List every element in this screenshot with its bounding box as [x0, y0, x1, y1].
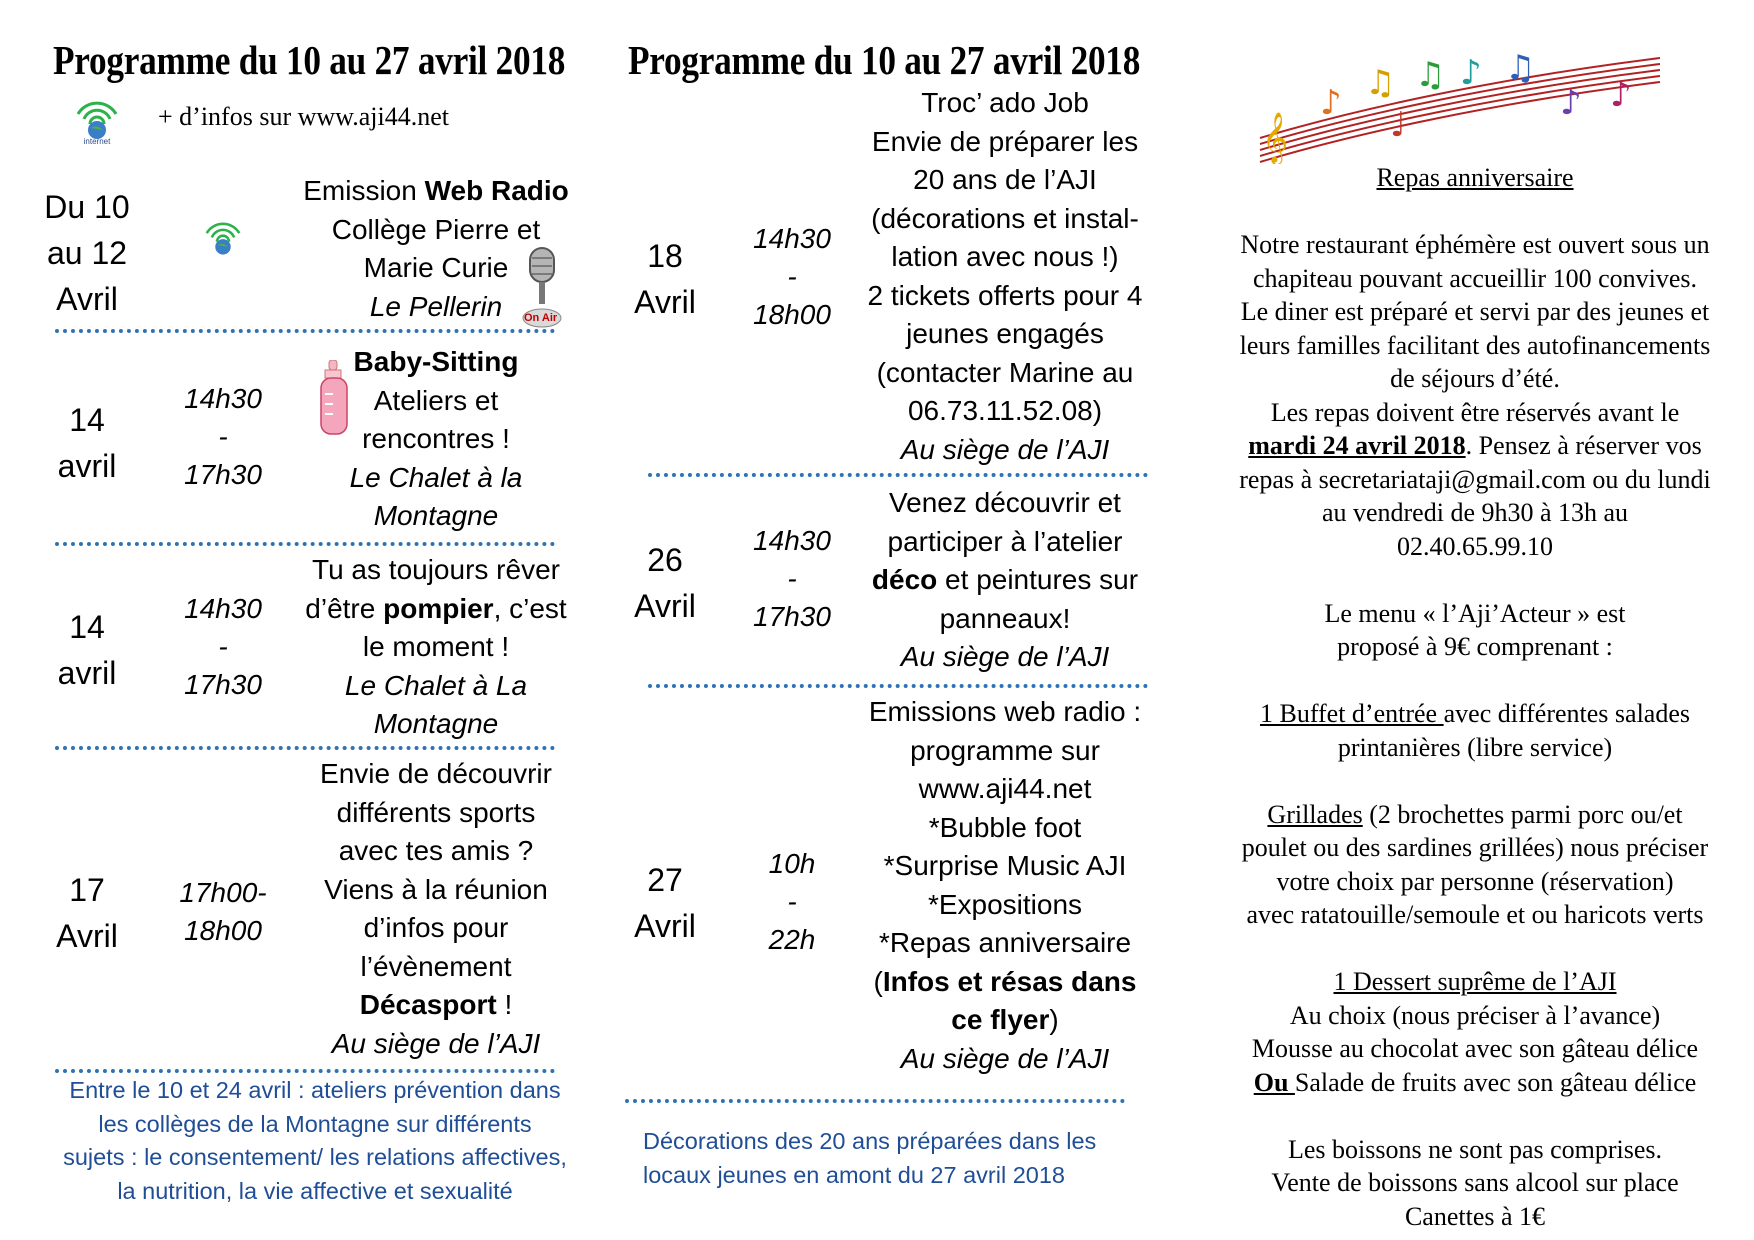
svg-text:♩: ♩ — [1390, 105, 1407, 145]
event-description: Baby-Sitting Ateliers et rencontres ! Le Chalet à la Montagne — [349, 346, 523, 531]
separator — [55, 329, 555, 333]
svg-text:♪: ♪ — [1460, 53, 1482, 93]
separator — [648, 684, 1148, 688]
event-time: 14h30 - 18h00 — [753, 223, 831, 330]
internet-icon — [193, 214, 253, 271]
event-description: Envie de découvrir différents sports avec tes amis ? Viens à la réunion d’infos pour l’évènement Décasport ! Au siège de l’AJI — [320, 758, 552, 1059]
svg-text:𝄞: 𝄞 — [1262, 112, 1289, 163]
panel1-title: Programme du 10 au 27 avril 2018 — [53, 37, 566, 83]
separator — [55, 542, 555, 546]
info-text: + d’infos sur www.aji44.net — [158, 102, 449, 131]
event-description: Emissions web radio : programme sur www.aji44.net *Bubble foot *Surprise Music AJI *Expositions *Repas anniversaire (Infos et résas dans ce flyer) Au siège de l’AJI — [868, 696, 1142, 1074]
panel2-title: Programme du 10 au 27 avril 2018 — [628, 37, 1141, 83]
event-time: 14h30 - 17h30 — [184, 593, 262, 700]
event-date: 27 Avril — [634, 862, 696, 944]
music-notes-icon — [1240, 44, 1660, 169]
event-date: Du 10 au 12 Avril — [44, 189, 130, 317]
svg-text:♫: ♫ — [1505, 48, 1536, 88]
svg-text:♪: ♪ — [1320, 83, 1342, 123]
internet-icon-label: internet — [83, 137, 111, 146]
event-date: 14 avril — [57, 402, 117, 484]
event-date: 17 Avril — [56, 872, 118, 954]
event-time: 10h - 22h — [768, 848, 816, 955]
panel2-footer: Décorations des 20 ans préparées dans les locaux jeunes en amont du 27 avril 2018 — [643, 1128, 1097, 1188]
svg-text:♪: ♪ — [1560, 83, 1582, 123]
event-description: Venez découvrir et participer à l’atelier déco et peintures sur panneaux! Au siège de l’AJI — [871, 487, 1139, 672]
event-description: Emission Web Radio Collège Pierre et Marie Curie Le Pellerin — [303, 175, 569, 322]
event-time: 14h30 - 17h30 — [753, 525, 831, 632]
internet-icon — [62, 92, 132, 157]
event-time: 14h30 - 17h30 — [184, 383, 262, 490]
event-date: 14 avril — [57, 609, 117, 691]
separator — [625, 1099, 1125, 1103]
event-description: Tu as toujours rêver d’être pompier, c’est le moment ! Le Chalet à La Montagne — [305, 554, 567, 739]
dinner-details: Notre restaurant éphémère est ouvert sous un chapiteau pouvant accueillir 100 convives. Le diner est préparé et servi par des jeunes et leurs familles facilitant des autofinancements de séjours d’été. Les repas doivent être réservés avant le mardi 24 avril 2018. Pensez à réserver vos repas à secretariataji@gmail.com ou du lundi au vendredi de 9h30 à 13h au 02.40.65.99.10 Le menu « l’Aji’Acteur » est proposé à 9€ comprenant : 1 Buffet d’entrée avec différentes salades printanières (libre service) Grillades (2 brochettes parmi porc ou/et poulet ou des sardines grillées) nous préciser votre choix par personne (réservation) avec ratatouille/semoule et ou haricots verts 1 Dessert suprême de l’AJI Au choix (nous préciser à l’avance) Mousse au chocolat avec son gâteau délice Ou Salade de fruits avec son gâteau délice Les boissons ne sont pas comprises. Vente de boissons sans alcool sur place Canettes à 1€ — [1239, 230, 1711, 1231]
deadline-date: mardi 24 avril 2018 — [1248, 431, 1466, 460]
svg-text:♪: ♪ — [1610, 75, 1632, 115]
separator — [648, 473, 1148, 477]
svg-text:♫: ♫ — [1415, 55, 1446, 95]
separator — [55, 1069, 555, 1073]
dinner-heading: Repas anniversaire — [1376, 163, 1574, 192]
event-description: Troc’ ado Job Envie de préparer les 20 ans de l’AJI (décorations et instal- lation avec nous !) 2 tickets offerts pour 4 jeunes engagés (contacter Marine au 06.73.11.52.08) Au siège de l’AJI — [867, 87, 1143, 465]
on-air-badge: On Air — [524, 312, 558, 324]
panel1-footer: Entre le 10 et 24 avril : ateliers prévention dans les collèges de la Montagne sur différents sujets : le consentement/ les relations affectives, la nutrition, la vie affective et sexualité — [63, 1077, 567, 1204]
microphone-icon — [521, 244, 563, 335]
event-time: 17h00- 18h00 — [179, 877, 267, 946]
svg-text:♫: ♫ — [1365, 63, 1396, 103]
event-date: 18 Avril — [634, 238, 696, 320]
separator — [55, 746, 555, 750]
event-date: 26 Avril — [634, 542, 696, 624]
